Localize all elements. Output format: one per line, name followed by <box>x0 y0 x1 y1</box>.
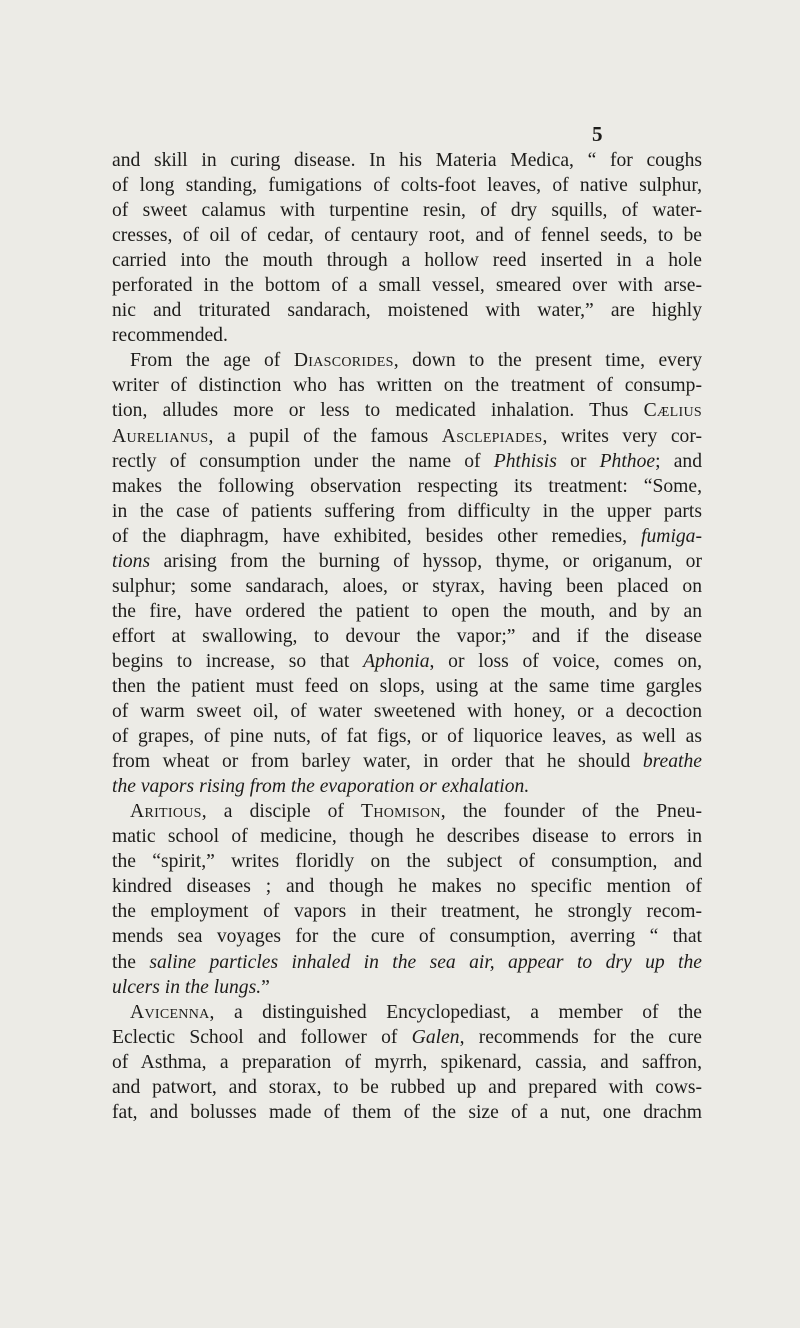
text-line: of warm sweet oil, of water sweetened with honey, or a decoction <box>112 701 702 723</box>
text-line: of the diaphragm, have exhibited, besides other remedies, fumiga- <box>112 525 702 547</box>
text-line: Eclectic School and follower of Galen, recommends for the cure <box>112 1026 702 1048</box>
text-line: cresses, of oil of cedar, of centaury root, and of fennel seeds, to be <box>112 225 702 247</box>
text-line: fat, and bolusses made of them of the size of a nut, one drachm <box>112 1101 702 1123</box>
text-line: in the case of patients suffering from difficulty in the upper parts <box>112 500 702 522</box>
text-line: of Asthma, a preparation of myrrh, spikenard, cassia, and saffron, <box>112 1051 702 1073</box>
text-line: Aurelianus, a pupil of the famous Asclepiades, writes very cor- <box>112 425 702 447</box>
name-diascorides: Diascorides <box>293 350 394 372</box>
text-line: recommended. <box>112 325 228 347</box>
text-line: tions arising from the burning of hyssop, thyme, or origanum, or <box>112 550 702 572</box>
text-line: makes the following observation respecting its treatment: “Some, <box>112 475 702 497</box>
name-aurelianus: Aurelianus <box>112 425 209 447</box>
text-line: the “spirit,” writes floridly on the subject of consumption, and <box>112 851 702 873</box>
text-line: From the age of Diascorides, down to the present time, every <box>130 350 702 372</box>
name-avicenna: Avicenna <box>130 1001 210 1023</box>
text-line: mends sea voyages for the cure of consumption, averring “ that <box>112 926 702 948</box>
text-line: effort at swallowing, to devour the vapor;” and if the disease <box>112 625 702 647</box>
text-line: from wheat or from barley water, in order that he should breathe <box>112 751 702 773</box>
text-line: perforated in the bottom of a small vessel, smeared over with arse- <box>112 275 702 297</box>
text-line: Aritious, a disciple of Thomison, the founder of the Pneu- <box>130 801 702 823</box>
text-line: writer of distinction who has written on the treatment of consump- <box>112 375 702 397</box>
text-line: begins to increase, so that Aphonia, or loss of voice, comes on, <box>112 650 702 672</box>
body-text <box>112 148 702 1125</box>
text-line: tion, alludes more or less to medicated inhalation. Thus Cælius <box>112 400 702 422</box>
text-line: carried into the mouth through a hollow reed inserted in a hole <box>112 250 702 272</box>
text-line: the employment of vapors in their treatment, he strongly recom- <box>112 901 702 923</box>
text-line: and patwort, and storax, to be rubbed up and prepared with cows- <box>112 1076 702 1098</box>
text-line: the vapors rising from the evaporation or exhalation. <box>112 776 530 798</box>
text-line: nic and triturated sandarach, moistened with water,” are highly <box>112 300 702 322</box>
text-line: then the patient must feed on slops, using at the same time gargles <box>112 675 702 697</box>
text-line: rectly of consumption under the name of Phthisis or Phthoe; and <box>112 450 702 472</box>
text-line: of grapes, of pine nuts, of fat figs, or of liquorice leaves, as well as <box>112 726 702 748</box>
name-caelius: Cælius <box>643 400 702 422</box>
text-line: kindred diseases ; and though he makes no specific mention of <box>112 876 702 898</box>
page-number: 5 <box>592 122 603 146</box>
name-asclepiades: Asclepiades <box>441 425 543 447</box>
text-line: of long standing, fumigations of colts-foot leaves, of native sulphur, <box>112 175 702 197</box>
text-line: ulcers in the lungs.” <box>112 976 270 998</box>
name-aritious: Aritious <box>130 801 202 823</box>
text-line: Avicenna, a distinguished Encyclopediast, a member of the <box>130 1001 702 1023</box>
text-line: matic school of medicine, though he describes disease to errors in <box>112 826 702 848</box>
text-line: of sweet calamus with turpentine resin, of dry squills, of water- <box>112 200 702 222</box>
text-line: the saline particles inhaled in the sea air, appear to dry up the <box>112 951 702 973</box>
text-line: the fire, have ordered the patient to open the mouth, and by an <box>112 600 702 622</box>
text-line: and skill in curing disease. In his Materia Medica, “ for coughs <box>112 150 702 171</box>
text-line: sulphur; some sandarach, aloes, or styrax, having been placed on <box>112 575 702 597</box>
name-thomison: Thomison <box>361 801 441 823</box>
